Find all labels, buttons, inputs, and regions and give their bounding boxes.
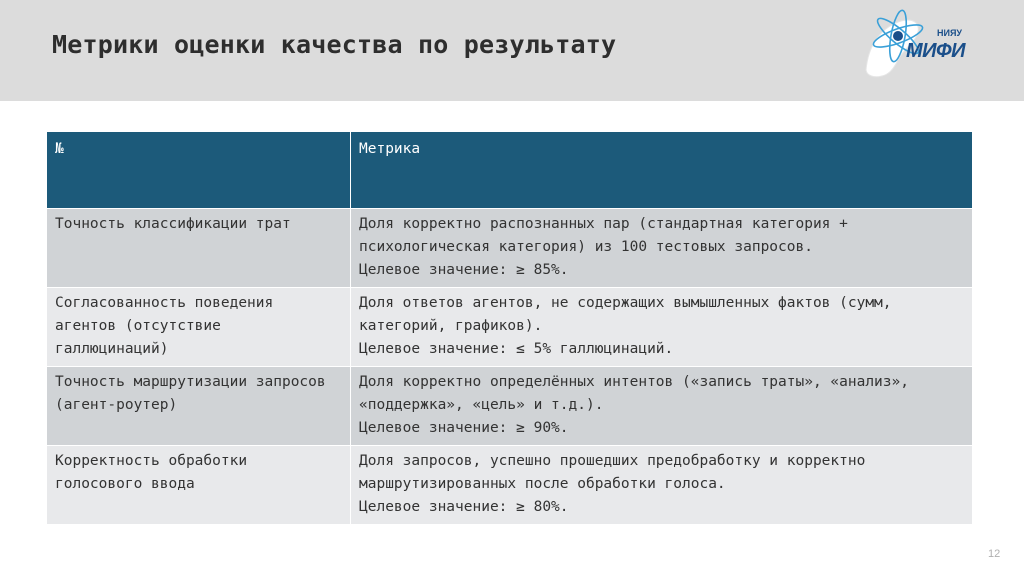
table-header-row xyxy=(47,132,973,209)
logo-mifi-text: МИФИ xyxy=(906,40,966,62)
metric-description: Доля корректно определённых интентов («запись траты», «анализ», «поддержка», «цель» и т.д.). xyxy=(359,374,909,413)
metric-target: Целевое значение: ≥ 90%. xyxy=(359,420,569,436)
metric-description: Доля ответов агентов, не содержащих вымышленных фактов (сумм, категорий, графиков). xyxy=(359,295,892,334)
slide-title: Метрики оценки качества по результату xyxy=(52,30,617,59)
column-header-number: № xyxy=(47,132,351,209)
table-row xyxy=(47,446,973,525)
metric-description-cell xyxy=(351,446,973,525)
metric-description-cell xyxy=(351,288,973,367)
metric-target: Целевое значение: ≥ 85%. xyxy=(359,262,569,278)
table-row xyxy=(47,367,973,446)
metrics-table xyxy=(46,131,973,525)
column-header-metric: Метрика xyxy=(351,132,973,209)
metric-name-cell: Точность классификации трат xyxy=(47,209,351,288)
metric-name-cell: Согласованность поведения агентов (отсутствие галлюцинаций) xyxy=(47,288,351,367)
table-row xyxy=(47,288,973,367)
page-number: 12 xyxy=(988,548,1001,560)
metric-description-cell xyxy=(351,367,973,446)
logo-niyau-text: НИЯУ xyxy=(937,28,963,38)
metric-name-cell: Точность маршрутизации запросов (агент-роутер) xyxy=(47,367,351,446)
slide-header xyxy=(0,0,1024,101)
mephi-logo xyxy=(858,8,998,88)
metric-description: Доля запросов, успешно прошедших предобработку и корректно маршрутизированных после обработки голоса. xyxy=(359,453,866,492)
metric-target: Целевое значение: ≤ 5% галлюцинаций. xyxy=(359,341,674,357)
metric-target: Целевое значение: ≥ 80%. xyxy=(359,499,569,515)
metric-name-cell: Корректность обработки голосового ввода xyxy=(47,446,351,525)
metric-description: Доля корректно распознанных пар (стандартная категория + психологическая категория) из 100 тестовых запросов. xyxy=(359,216,848,255)
table-row xyxy=(47,209,973,288)
metric-description-cell xyxy=(351,209,973,288)
